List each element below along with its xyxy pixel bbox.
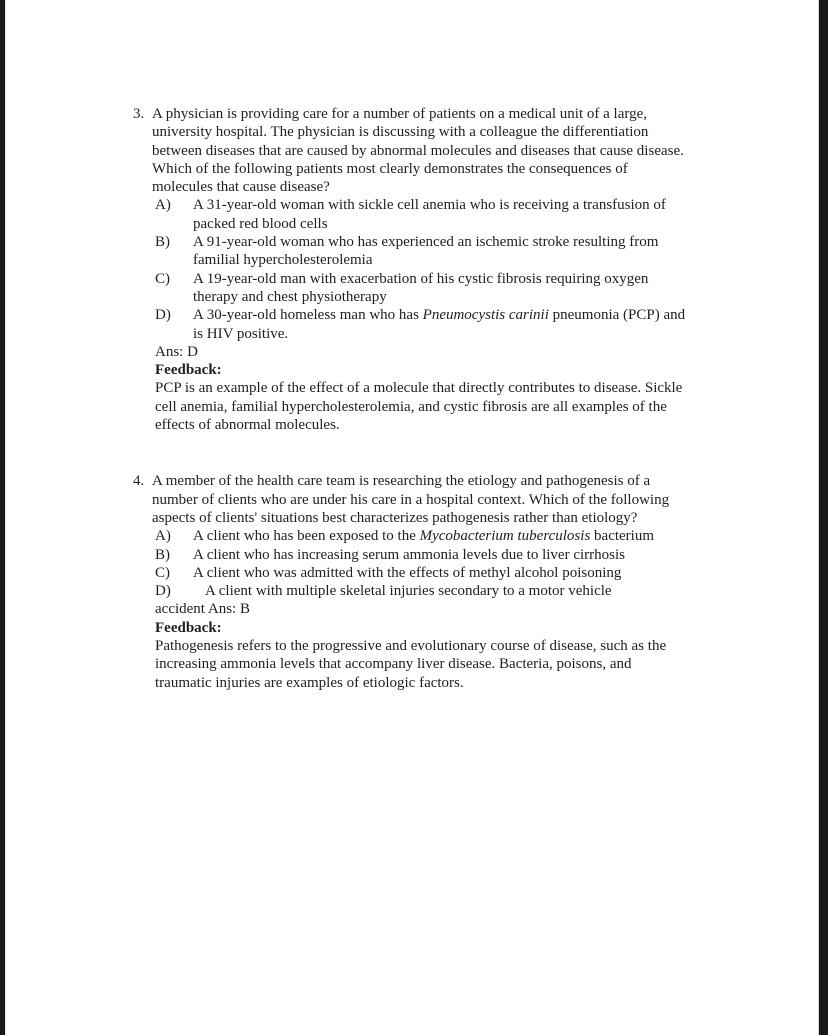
option-4c bbox=[155, 564, 818, 582]
option-3b bbox=[155, 233, 818, 270]
option-line bbox=[193, 306, 685, 324]
option-3a bbox=[155, 196, 818, 233]
stem-line: university hospital. The physician is discussing with a colleague the differentiation bbox=[152, 124, 649, 141]
option-line: packed red blood cells bbox=[193, 215, 328, 232]
question-4-stem bbox=[152, 472, 669, 527]
question-4-feedback-text bbox=[155, 637, 818, 692]
question-4-meta bbox=[155, 619, 818, 692]
question-3-options bbox=[155, 196, 818, 342]
feedback-line: effects of abnormal molecules. bbox=[155, 417, 340, 434]
option-3a-text bbox=[193, 196, 666, 233]
option-4d-continuation-with-answer: accident Ans: B bbox=[155, 601, 250, 618]
option-3b-text bbox=[193, 233, 658, 270]
option-4d bbox=[155, 582, 818, 600]
option-4b bbox=[155, 546, 818, 564]
stem-line: between diseases that are caused by abnormal molecules and diseases that cause disease. bbox=[152, 142, 684, 159]
option-3a-letter: A) bbox=[155, 197, 171, 214]
question-3-number: 3. bbox=[133, 106, 145, 122]
option-line: therapy and chest physiotherapy bbox=[193, 288, 387, 305]
option-4b-text: A client who has increasing serum ammonia levels due to liver cirrhosis bbox=[193, 546, 625, 563]
option-4a-text-after: bacterium bbox=[590, 528, 655, 545]
question-3-feedback-text bbox=[155, 379, 818, 434]
option-4c-text: A client who was admitted with the effects of methyl alcohol poisoning bbox=[193, 564, 622, 581]
question-4-head bbox=[133, 472, 818, 527]
option-4a-text bbox=[193, 527, 654, 545]
question-4-options bbox=[155, 527, 818, 618]
option-4d-text: A client with multiple skeletal injuries secondary to a motor vehicle bbox=[205, 583, 612, 600]
option-4c-letter: C) bbox=[155, 564, 170, 581]
option-line: A 31-year-old woman with sickle cell anemia who is receiving a transfusion of bbox=[193, 197, 666, 214]
question-3-feedback-label: Feedback: bbox=[155, 362, 222, 379]
question-3-meta bbox=[155, 343, 818, 434]
stem-line: number of clients who are under his care in a hospital context. Which of the following bbox=[152, 491, 670, 508]
option-3d-text bbox=[193, 306, 685, 343]
question-3-answer: Ans: D bbox=[155, 343, 198, 360]
option-3d bbox=[155, 306, 818, 343]
option-4b-letter: B) bbox=[155, 546, 170, 563]
stem-line: aspects of clients' situations best characterizes pathogenesis rather than etiology? bbox=[152, 509, 638, 526]
question-4 bbox=[133, 472, 818, 692]
document-page bbox=[5, 0, 819, 1035]
stem-line: A member of the health care team is researching the etiology and pathogenesis of a bbox=[152, 473, 651, 490]
question-4-feedback-label: Feedback: bbox=[155, 619, 222, 636]
feedback-line: Pathogenesis refers to the progressive and evolutionary course of disease, such as the bbox=[155, 638, 667, 655]
option-3c-letter: C) bbox=[155, 270, 170, 287]
option-3c-text bbox=[193, 270, 648, 307]
option-3d-italic-term: Pneumocystis carinii bbox=[422, 307, 549, 324]
question-4-number: 4. bbox=[133, 473, 145, 490]
option-4a-letter: A) bbox=[155, 528, 171, 545]
feedback-line: increasing ammonia levels that accompany liver disease. Bacteria, poisons, and bbox=[155, 656, 632, 673]
option-3d-text-before: A 30-year-old homeless man who has bbox=[193, 307, 423, 324]
option-line: A 19-year-old man with exacerbation of his cystic fibrosis requiring oxygen bbox=[193, 270, 649, 287]
option-3b-letter: B) bbox=[155, 234, 170, 251]
viewer-gutter-right bbox=[819, 0, 828, 1035]
feedback-line: PCP is an example of the effect of a molecule that directly contributes to disease. Sickle bbox=[155, 380, 683, 397]
option-line: A 91-year-old woman who has experienced an ischemic stroke resulting from bbox=[193, 234, 659, 251]
option-line: familial hypercholesterolemia bbox=[193, 252, 373, 269]
feedback-line: traumatic injuries are examples of etiologic factors. bbox=[155, 674, 464, 691]
option-4a-italic-term: Mycobacterium tuberculosis bbox=[419, 528, 591, 545]
question-3 bbox=[133, 105, 818, 434]
question-3-head bbox=[133, 105, 818, 196]
option-3d-text-after: pneumonia (PCP) and bbox=[548, 307, 686, 324]
option-line: is HIV positive. bbox=[193, 325, 289, 342]
option-4d-letter: D) bbox=[155, 583, 171, 600]
feedback-line: cell anemia, familial hypercholesterolemia, and cystic fibrosis are all examples of the bbox=[155, 398, 667, 415]
option-3d-letter: D) bbox=[155, 307, 171, 324]
option-4a bbox=[155, 527, 818, 545]
stem-line: molecules that cause disease? bbox=[152, 179, 330, 196]
option-4a-text-before: A client who has been exposed to the bbox=[193, 528, 420, 545]
stem-line: Which of the following patients most clearly demonstrates the consequences of bbox=[152, 160, 628, 177]
option-3c bbox=[155, 270, 818, 307]
question-3-stem bbox=[152, 105, 684, 196]
viewer-gutter-left bbox=[0, 0, 5, 1035]
stem-line: A physician is providing care for a number of patients on a medical unit of a large, bbox=[152, 106, 647, 122]
